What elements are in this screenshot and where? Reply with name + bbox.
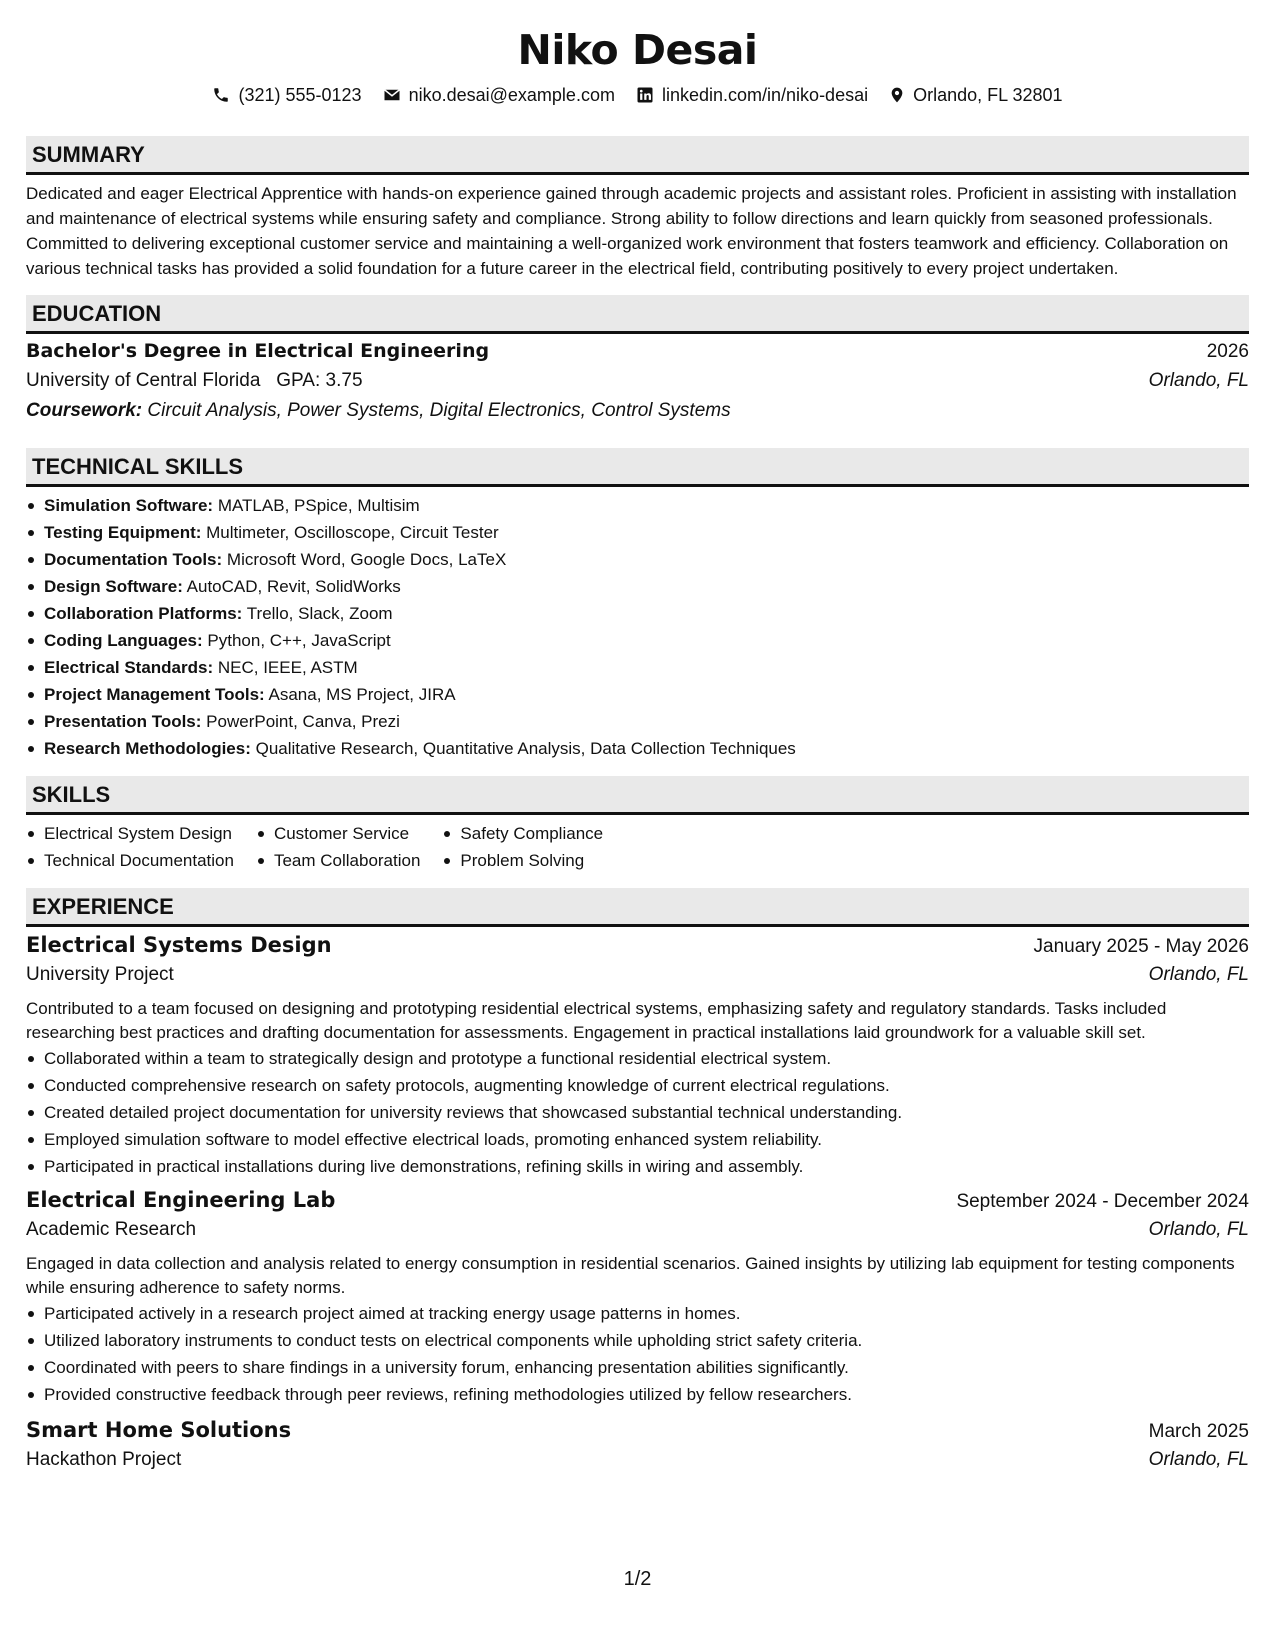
summary-text: Dedicated and eager Electrical Apprentice with hands-on experience gained through academic projects and assistant roles. Proficient in assisting with installation and maintenance of electrical systems while ensuring safety and compliance. Strong ability to follow directions and learn quickly from seasoned professionals. Committed to delivering exceptional customer service and maintaining a well-organized work environment that fosters teamwork and efficiency. Collaboration on various technical tasks has provided a solid foundation for a future career in the electrical field, contributing positively to every project undertaken. — [26, 184, 1237, 278]
list-item: Team Collaboration — [274, 847, 420, 874]
skill-label: Presentation Tools: — [44, 712, 202, 731]
skill-label: Coding Languages: — [44, 631, 203, 650]
skill-value: Microsoft Word, Google Docs, LaTeX — [226, 550, 507, 569]
contact-location — [889, 83, 1062, 107]
list-item — [44, 654, 1249, 681]
list-item — [44, 492, 1249, 519]
list-item — [44, 681, 1249, 708]
contact-linkedin[interactable] — [636, 83, 868, 107]
job-subtitle: University Project — [26, 964, 174, 985]
skill-label: Collaboration Platforms: — [44, 604, 243, 623]
skill-value: AutoCAD, Revit, SolidWorks — [186, 577, 401, 596]
graduation-year: 2026 — [1206, 341, 1249, 362]
experience-entry — [26, 1418, 1249, 1480]
list-item — [44, 627, 1249, 654]
skill-value: Trello, Slack, Zoom — [246, 604, 393, 623]
list-item: Customer Service — [274, 820, 420, 847]
list-item: Safety Compliance — [460, 820, 603, 847]
list-item: Created detailed project documentation for university reviews that showcased substantial technical understanding. — [44, 1099, 1249, 1126]
list-item: Problem Solving — [460, 847, 603, 874]
location-text: Orlando, FL 32801 — [913, 85, 1063, 106]
phone-icon — [212, 86, 230, 104]
linkedin-text: linkedin.com/in/niko-desai — [661, 85, 869, 106]
education-entry — [26, 340, 1249, 430]
list-item: Participated actively in a research project aimed at tracking energy usage patterns in homes. — [44, 1300, 1249, 1327]
skill-value: PowerPoint, Canva, Prezi — [206, 712, 400, 731]
skills-column-3 — [442, 820, 625, 874]
degree-title: Bachelor's Degree in Electrical Engineering — [26, 340, 490, 362]
job-subtitle: Hackathon Project — [26, 1449, 182, 1470]
job-location: Orlando, FL — [1148, 964, 1249, 985]
list-item: Coordinated with peers to share findings in a university forum, enhancing presentation abilities significantly. — [44, 1354, 1249, 1381]
skill-value: Asana, MS Project, JIRA — [268, 685, 456, 704]
linkedin-icon — [636, 86, 654, 104]
coursework-line — [26, 400, 1249, 430]
job-dates: March 2025 — [1148, 1421, 1249, 1442]
skill-label: Electrical Standards: — [44, 658, 214, 677]
job-dates: January 2025 - May 2026 — [1033, 936, 1249, 957]
list-item — [44, 546, 1249, 573]
technical-skills-list — [26, 492, 1249, 762]
school-line — [26, 370, 363, 392]
list-item: Utilized laboratory instruments to conduct tests on electrical components while upholding strict safety criteria. — [44, 1327, 1249, 1354]
contact-email[interactable] — [383, 83, 615, 107]
list-item — [44, 735, 1249, 762]
list-item: Conducted comprehensive research on safety protocols, augmenting knowledge of current electrical regulations. — [44, 1072, 1249, 1099]
education-location: Orlando, FL — [1148, 370, 1249, 391]
skill-value: Qualitative Research, Quantitative Analysis, Data Collection Techniques — [255, 739, 796, 758]
job-description: Engaged in data collection and analysis related to energy consumption in residential scenarios. Gained insights by utilizing lab equipment for testing components while ensuring adherence to safety norms. — [26, 1254, 1235, 1297]
skills-heading: SKILLS — [26, 776, 1249, 815]
envelope-icon — [383, 86, 401, 104]
skill-label: Simulation Software: — [44, 496, 214, 515]
list-item — [44, 708, 1249, 735]
list-item: Provided constructive feedback through peer reviews, refining methodologies utilized by fellow researchers. — [44, 1381, 1249, 1408]
gpa-text: GPA: 3.75 — [276, 370, 363, 391]
email-text: niko.desai@example.com — [408, 85, 615, 106]
experience-entry — [26, 933, 1249, 1180]
job-bullets — [26, 1045, 1249, 1180]
school-name: University of Central Florida — [26, 370, 261, 391]
coursework-label: Coursework: — [26, 400, 143, 421]
candidate-name: Niko Desai — [517, 26, 758, 74]
resume-header — [0, 0, 1275, 107]
skill-label: Testing Equipment: — [44, 523, 202, 542]
job-title: Smart Home Solutions — [26, 1418, 292, 1442]
list-item: Participated in practical installations during live demonstrations, refining skills in wiring and assembly. — [44, 1153, 1249, 1180]
experience-entry — [26, 1188, 1249, 1408]
skills-column-1 — [26, 820, 256, 874]
experience-heading: EXPERIENCE — [26, 888, 1249, 927]
skill-label: Design Software: — [44, 577, 183, 596]
job-location: Orlando, FL — [1148, 1449, 1249, 1470]
skill-label: Documentation Tools: — [44, 550, 223, 569]
job-bullets — [26, 1300, 1249, 1408]
list-item: Employed simulation software to model effective electrical loads, promoting enhanced system reliability. — [44, 1126, 1249, 1153]
coursework-list: Circuit Analysis, Power Systems, Digital Electronics, Control Systems — [147, 400, 731, 421]
list-item: Technical Documentation — [44, 847, 234, 874]
phone-text: (321) 555-0123 — [238, 85, 362, 106]
job-title: Electrical Systems Design — [26, 933, 332, 957]
skill-label: Research Methodologies: — [44, 739, 251, 758]
skills-columns — [26, 820, 1249, 874]
job-dates: September 2024 - December 2024 — [956, 1191, 1249, 1212]
skill-value: NEC, IEEE, ASTM — [217, 658, 358, 677]
list-item — [44, 600, 1249, 627]
job-subtitle: Academic Research — [26, 1219, 197, 1240]
skills-column-2 — [256, 820, 442, 874]
summary-heading: SUMMARY — [26, 136, 1249, 175]
skill-value: Python, C++, JavaScript — [207, 631, 391, 650]
page-number: 1/2 — [623, 1568, 652, 1590]
map-pin-icon — [889, 86, 905, 104]
job-location: Orlando, FL — [1148, 1219, 1249, 1240]
skill-value: Multimeter, Oscilloscope, Circuit Tester — [206, 523, 499, 542]
list-item — [44, 573, 1249, 600]
list-item: Electrical System Design — [44, 820, 234, 847]
technical-skills-heading: TECHNICAL SKILLS — [26, 448, 1249, 487]
job-description: Contributed to a team focused on designing and prototyping residential electrical systems, emphasizing safety and regulatory standards. Tasks included researching best practices and drafting documentation for assessments. Engagement in practical installations laid groundwork for a valuable skill set. — [26, 999, 1167, 1042]
skill-value: MATLAB, PSpice, Multisim — [217, 496, 420, 515]
education-heading: EDUCATION — [26, 295, 1249, 334]
list-item: Collaborated within a team to strategically design and prototype a functional residential electrical system. — [44, 1045, 1249, 1072]
job-title: Electrical Engineering Lab — [26, 1188, 336, 1212]
contact-phone — [212, 83, 361, 107]
contact-line — [0, 82, 1275, 107]
list-item — [44, 519, 1249, 546]
resume-body — [26, 136, 1249, 1480]
skill-label: Project Management Tools: — [44, 685, 265, 704]
